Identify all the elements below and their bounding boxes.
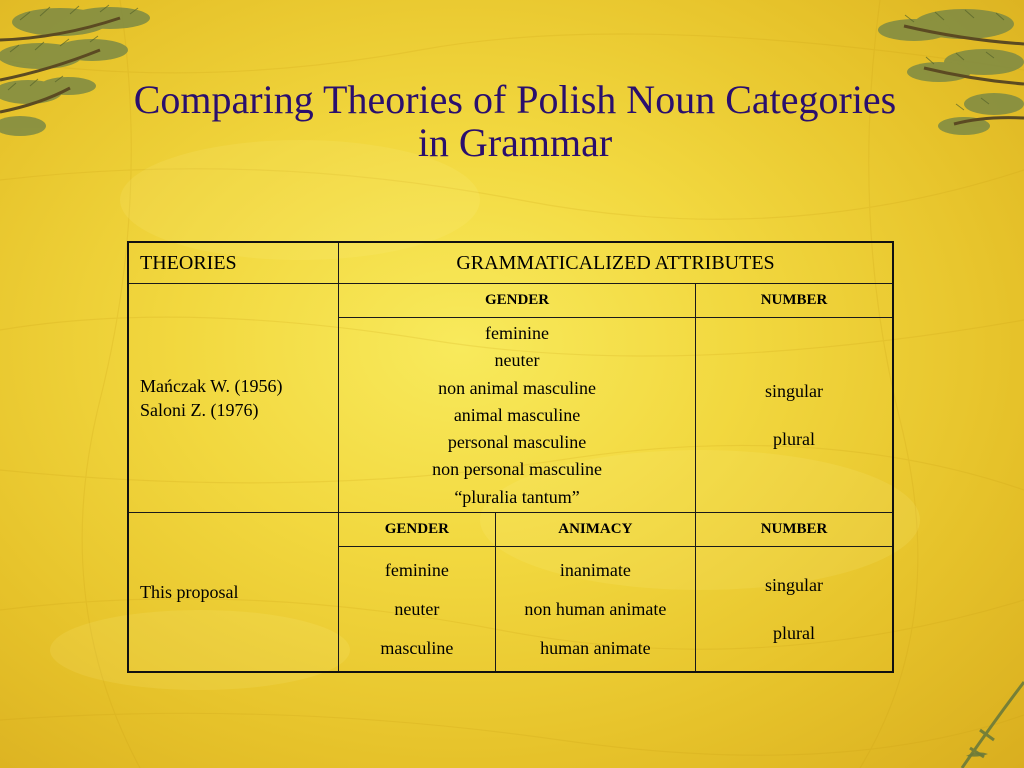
number-value: singular xyxy=(765,575,824,595)
gender-value: feminine xyxy=(384,559,449,580)
theory-cell-1 xyxy=(128,284,339,513)
gender-value: non personal masculine xyxy=(432,459,603,480)
gender-value: neuter xyxy=(394,598,440,619)
number-values-cell xyxy=(696,547,893,673)
animacy-value: inanimate xyxy=(559,559,631,580)
page-title xyxy=(60,78,970,164)
number-values-cell xyxy=(696,318,893,513)
number-value: plural xyxy=(773,429,816,449)
gender-value: personal masculine xyxy=(447,432,587,453)
table-row xyxy=(128,513,893,547)
gender-value: “pluralia tantum” xyxy=(454,486,580,507)
animacy-values-cell xyxy=(495,547,695,673)
gender-subheader: GENDER xyxy=(339,284,696,318)
comparison-table xyxy=(127,241,894,673)
gender-value: neuter xyxy=(494,350,540,371)
table-row xyxy=(128,284,893,318)
number-subheader: NUMBER xyxy=(696,513,893,547)
bamboo-stalk-icon xyxy=(940,670,1024,768)
gender-value: masculine xyxy=(380,637,454,658)
number-value: plural xyxy=(773,623,816,643)
gender-value: non animal masculine xyxy=(438,377,597,398)
gender-value: feminine xyxy=(485,323,550,344)
title-line-2: in Grammar xyxy=(417,120,613,165)
theory-line: Mańczak W. (1956) xyxy=(140,376,283,396)
number-value: singular xyxy=(765,381,824,401)
animacy-subheader: ANIMACY xyxy=(495,513,695,547)
table-header-row xyxy=(128,242,893,284)
animacy-value: human animate xyxy=(540,637,651,658)
number-subheader: NUMBER xyxy=(696,284,893,318)
title-line-1: Comparing Theories of Polish Noun Categories xyxy=(133,77,897,122)
gender-values-cell xyxy=(339,318,696,513)
attributes-header: GRAMMATICALIZED ATTRIBUTES xyxy=(339,242,893,284)
gender-subheader: GENDER xyxy=(339,513,496,547)
gender-values-cell xyxy=(339,547,496,673)
gender-value: animal masculine xyxy=(453,404,581,425)
theory-line: Saloni Z. (1976) xyxy=(140,400,259,420)
theories-header: THEORIES xyxy=(128,242,339,284)
animacy-value: non human animate xyxy=(524,598,667,619)
theory-cell-2: This proposal xyxy=(128,513,339,673)
